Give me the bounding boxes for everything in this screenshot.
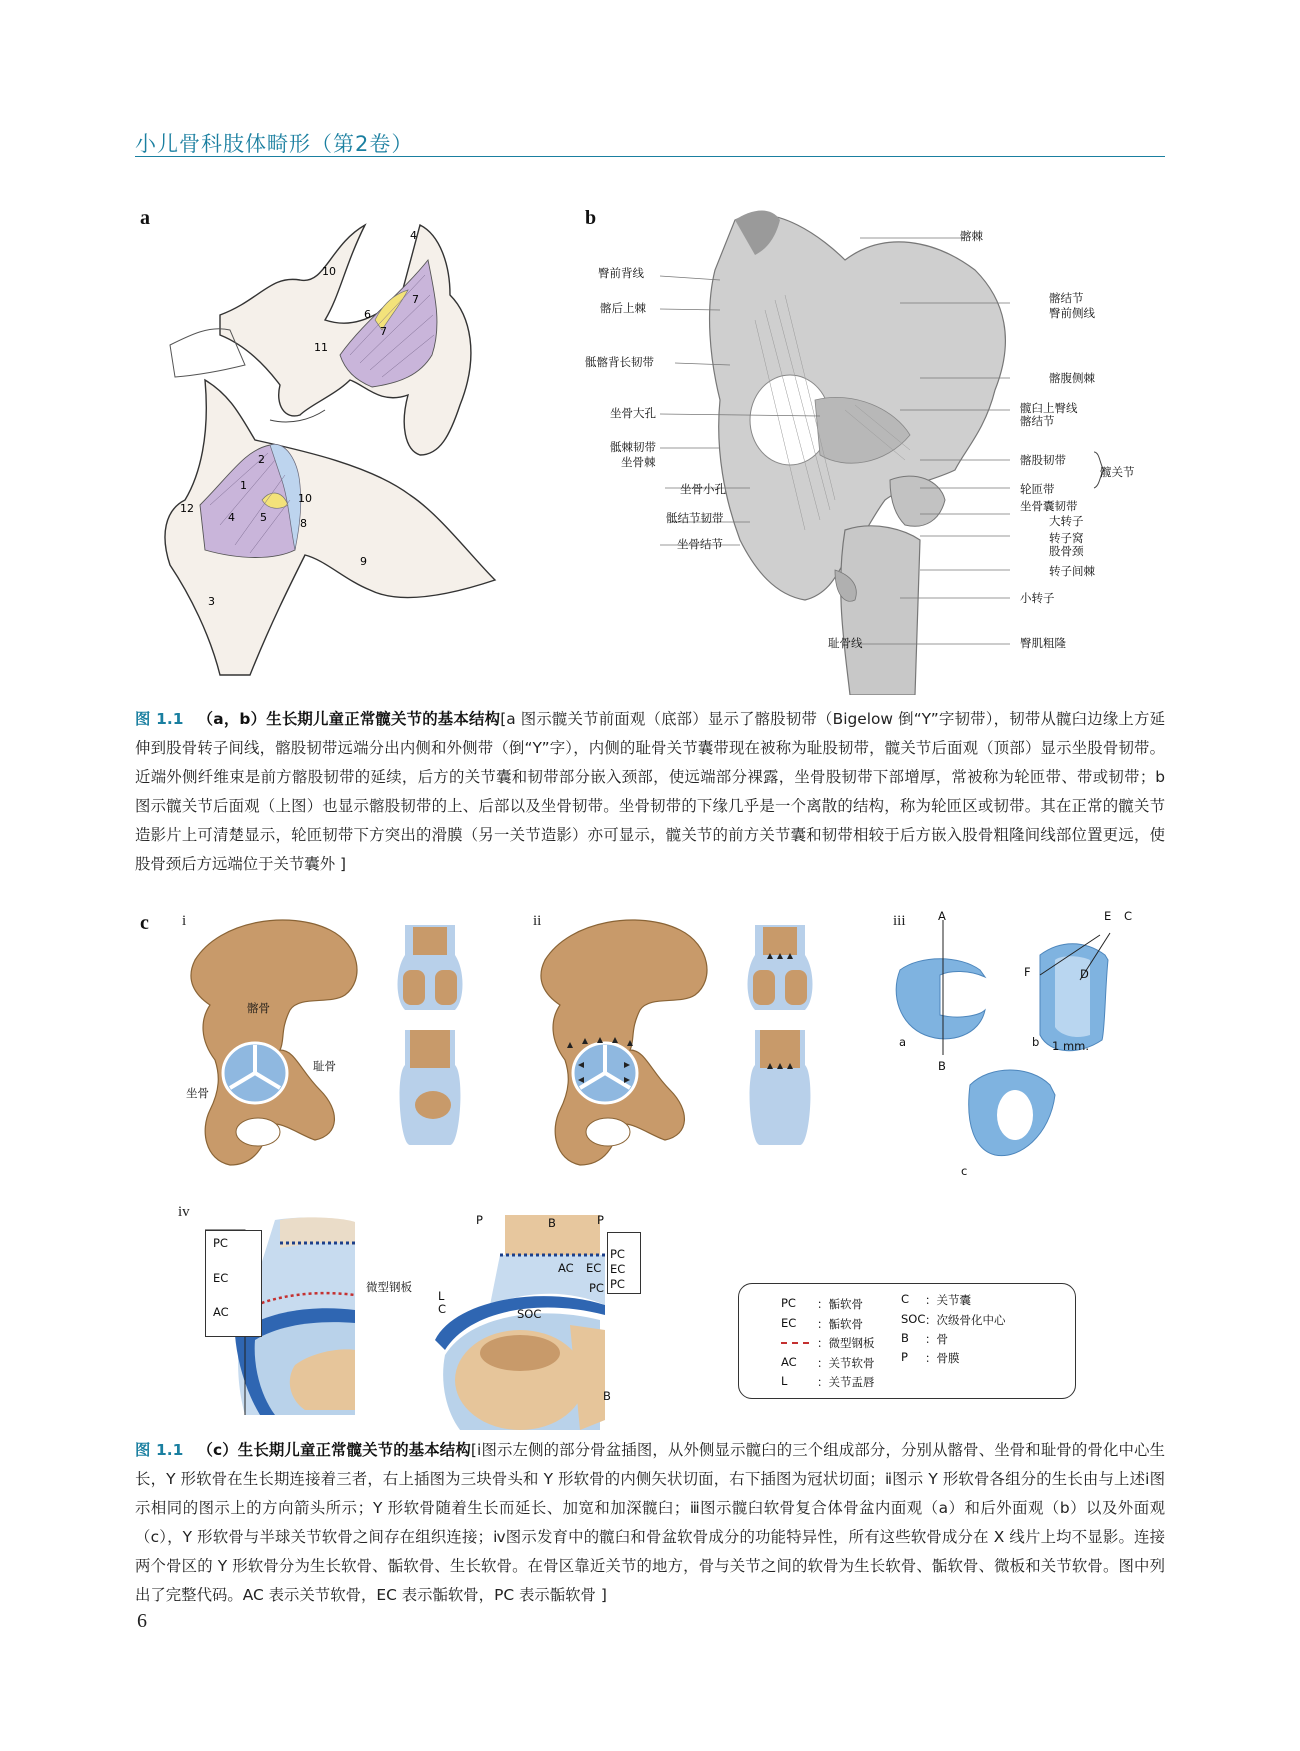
- figure-a-num: 4: [228, 511, 235, 524]
- figure-a-num: 2: [258, 453, 265, 466]
- figure-a-num: 9: [360, 555, 367, 568]
- iii-label: 1 mm.: [1052, 1039, 1090, 1053]
- iv-right-label: EC: [586, 1261, 602, 1275]
- iv-right-label: L: [438, 1289, 445, 1303]
- legend-key: PC: [781, 1296, 796, 1310]
- figure-c-iv-label: iv: [178, 1204, 190, 1220]
- figure-c-iii-cartilage: [880, 915, 1140, 1195]
- figure-b-label: 大转子: [1049, 514, 1084, 528]
- figure-b-label: 臀前侧线: [1049, 306, 1095, 320]
- iv-right-label: AC: [558, 1261, 574, 1275]
- legend-key: AC: [781, 1355, 797, 1369]
- figure-a-num: 5: [260, 511, 267, 524]
- iii-label: E: [1104, 909, 1112, 923]
- figure-caption-c: [135, 1436, 1165, 1610]
- legend-desc: ：关节盂唇: [817, 1375, 875, 1389]
- figure-b-label: 髋臼上臀线: [1020, 401, 1078, 415]
- iii-label: A: [938, 909, 946, 923]
- figure-b-label: 髂腹侧棘: [1049, 371, 1095, 385]
- bone-label-pubis: 耻骨: [313, 1059, 336, 1073]
- legend-desc: ：微型钢板: [817, 1336, 875, 1350]
- iv-right-label: P: [476, 1213, 483, 1227]
- page-number: 6: [137, 1610, 147, 1632]
- figure-b-label: 小转子: [1020, 591, 1055, 605]
- figure-b-label: 坐骨大孔: [610, 406, 656, 420]
- figure-b-brace-label: 髋关节: [1100, 465, 1135, 479]
- iv-right-label: B: [548, 1216, 556, 1230]
- iii-label: B: [938, 1059, 946, 1073]
- caption-body: [a 图示髋关节前面观（底部）显示了髂股韧带（Bigelow 倒“Y”字韧带），韧带从髋臼边缘上方延伸到股骨转子间线，髂股韧带远端分出内侧和外侧带（倒“Y”字），内侧的耻骨关节囊带现在被称为耻股韧带，髋关节后面观（顶部）显示坐股骨韧带。近端外侧纤维束是前方髂股韧带的延续，后方的关节囊和韧带部分嵌入颈部，使远端部分裸露，坐骨股韧带下部增厚，常被称为轮匝带、带或韧带；b 图示髋关节后面观（上图）也显示髂股韧带的上、后部以及坐骨韧带。坐骨韧带的下缘几乎是一个离散的结构，称为轮匝区或韧带。其在正常的髋关节造影片上可清楚显示，轮匝韧带下方突出的滑膜（另一关节造影）亦可显示，髋关节的前方关节囊和韧带相较于后方嵌入股骨粗隆间线部位置更远，使股骨颈后方远端位于关节囊外 ]: [135, 710, 1166, 873]
- running-title: 小儿骨科肢体畸形（第2卷）: [135, 132, 414, 156]
- figure-b-label: 髂股韧带: [1020, 453, 1066, 467]
- figure-b-label: 髂后上棘: [600, 301, 646, 315]
- legend-desc: ：关节囊: [925, 1293, 971, 1307]
- figure-b-label: 髂棘: [960, 229, 983, 243]
- caption-title: （a，b）生长期儿童正常髋关节的基本结构: [197, 710, 501, 728]
- figure-b-label: 坐骨小孔: [680, 482, 726, 496]
- iii-label: c: [961, 1164, 968, 1178]
- iii-label: a: [899, 1035, 907, 1049]
- figure-b-label: 耻骨线: [828, 636, 863, 650]
- figure-b-label: 臀前背线: [598, 266, 644, 280]
- iii-label: C: [1124, 909, 1133, 923]
- figure-a-num: 3: [208, 595, 215, 608]
- iv-left-label: 微型钢板: [366, 1280, 412, 1294]
- figure-a-num: 10: [298, 492, 312, 505]
- figure-a-num: 10: [322, 265, 336, 278]
- panel-label-b: b: [585, 207, 597, 229]
- figure-b-label: 骶棘韧带: [610, 440, 656, 454]
- iv-right-label: PC: [610, 1247, 625, 1261]
- legend-key: L: [781, 1374, 788, 1388]
- legend-desc: ：骺软骨: [817, 1317, 863, 1331]
- iii-label: D: [1080, 967, 1089, 981]
- figure-c-iii-label: iii: [893, 913, 906, 929]
- figure-c-ii-pelvis: [530, 910, 725, 1170]
- legend-desc: ：骺软骨: [817, 1297, 863, 1311]
- figure-b-label: 臀肌粗隆: [1020, 636, 1066, 650]
- panel-label-c: c: [140, 912, 149, 934]
- iv-left-label: EC: [213, 1271, 229, 1285]
- iv-right-label: P: [597, 1213, 604, 1227]
- figure-b-label: 坐骨结节: [677, 537, 723, 551]
- caption-body: [ⅰ图示左侧的部分骨盆插图，从外侧显示髋臼的三个组成部分，分别从髂骨、坐骨和耻骨的骨化中心生长，Y 形软骨在生长期连接着三者，右上插图为三块骨头和 Y 形软骨的内侧矢状切面，右下插图为冠状切面；ⅱ图示 Y 形软骨各组分的生长由与上述ⅰ图示相同的图示上的方向箭头所示；Y 形软骨随着生长而延长、加宽和加深髋臼；ⅲ图示髋臼软骨复合体骨盆内面观（a）和后外面观（b）以及外面观（c），Y 形软骨与半球关节软骨之间存在组织连接；ⅳ图示发育中的髋臼和骨盆软骨成分的功能特异性，所有这些软骨成分在 X 线片上均不显影。连接两个骨区的 Y 形软骨分为生长软骨、骺软骨、生长软骨。在骨区靠近关节的地方，骨与关节之间的软骨为生长软骨、骺软骨、微板和关节软骨。图中列出了完整代码。AC 表示关节软骨，EC 表示骺软骨，PC 表示骺软骨 ]: [135, 1441, 1166, 1604]
- figure-a-num: 11: [314, 341, 328, 354]
- figure-a-num: 4: [410, 229, 417, 242]
- panel-label-a: a: [140, 207, 150, 229]
- figure-c-i-insets: [395, 925, 465, 1145]
- figure-number: 图 1.1: [135, 1441, 184, 1459]
- figure-c-ii-label: ii: [533, 913, 542, 929]
- bone-label-ischium: 坐骨: [186, 1086, 209, 1100]
- figure-a-num: 7: [380, 325, 387, 338]
- figure-b-label: 转子间棘: [1049, 564, 1095, 578]
- bone-label-ilium: 髂骨: [247, 1001, 270, 1015]
- figure-c-ii-insets: [745, 925, 815, 1145]
- legend-key: P: [901, 1350, 908, 1364]
- legend-desc: ：骨膜: [925, 1351, 960, 1365]
- figure-caption-ab: [135, 705, 1165, 879]
- figure-a-num: 12: [180, 502, 194, 515]
- legend-key: C: [901, 1292, 910, 1306]
- iv-left-label: PC: [213, 1236, 228, 1250]
- iv-right-label: PC: [610, 1277, 625, 1291]
- figure-c-legend: [738, 1283, 1076, 1399]
- iv-right-label: EC: [610, 1262, 626, 1276]
- iii-label: F: [1024, 965, 1031, 979]
- figure-a-hip-ligaments: [150, 205, 520, 685]
- iii-label: b: [1032, 1035, 1040, 1049]
- iv-left-label: AC: [213, 1305, 229, 1319]
- legend-desc: ：关节软骨: [817, 1356, 875, 1370]
- figure-b-label: 髂结节: [1020, 414, 1055, 428]
- header-rule: [135, 156, 1165, 157]
- caption-title: （c）生长期儿童正常髋关节的基本结构: [197, 1441, 471, 1459]
- figure-b-label: 髂结节: [1049, 291, 1084, 305]
- figure-b-label: 轮匝带: [1020, 482, 1055, 496]
- figure-b-label: 坐骨棘: [621, 455, 656, 469]
- figure-c-i-label: i: [182, 913, 187, 929]
- legend-desc: ：次级骨化中心: [925, 1313, 1006, 1327]
- figure-c-i-pelvis: [180, 910, 375, 1170]
- figure-a-num: 7: [412, 293, 419, 306]
- iv-right-label: C: [438, 1302, 447, 1316]
- figure-b-label: 骶结节韧带: [666, 511, 724, 525]
- figure-b-label: 转子窝: [1049, 531, 1084, 545]
- figure-b-label: 股骨颈: [1049, 544, 1084, 558]
- legend-desc: ：骨: [925, 1332, 948, 1346]
- figure-number: 图 1.1: [135, 710, 184, 728]
- figure-a-num: 8: [300, 517, 307, 530]
- legend-key: EC: [781, 1316, 797, 1330]
- legend-microplate-swatch: [781, 1342, 809, 1344]
- iv-right-label: SOC: [517, 1307, 542, 1321]
- legend-key: B: [901, 1331, 909, 1345]
- figure-b-label: 骶髂背长韧带: [585, 355, 654, 369]
- iv-right-label: B: [603, 1389, 611, 1403]
- figure-a-num: 6: [364, 308, 371, 321]
- iv-right-label: PC: [589, 1281, 604, 1295]
- legend-key: SOC: [901, 1312, 926, 1326]
- figure-a-num: 1: [240, 479, 247, 492]
- figure-b-label: 坐骨囊韧带: [1020, 499, 1078, 513]
